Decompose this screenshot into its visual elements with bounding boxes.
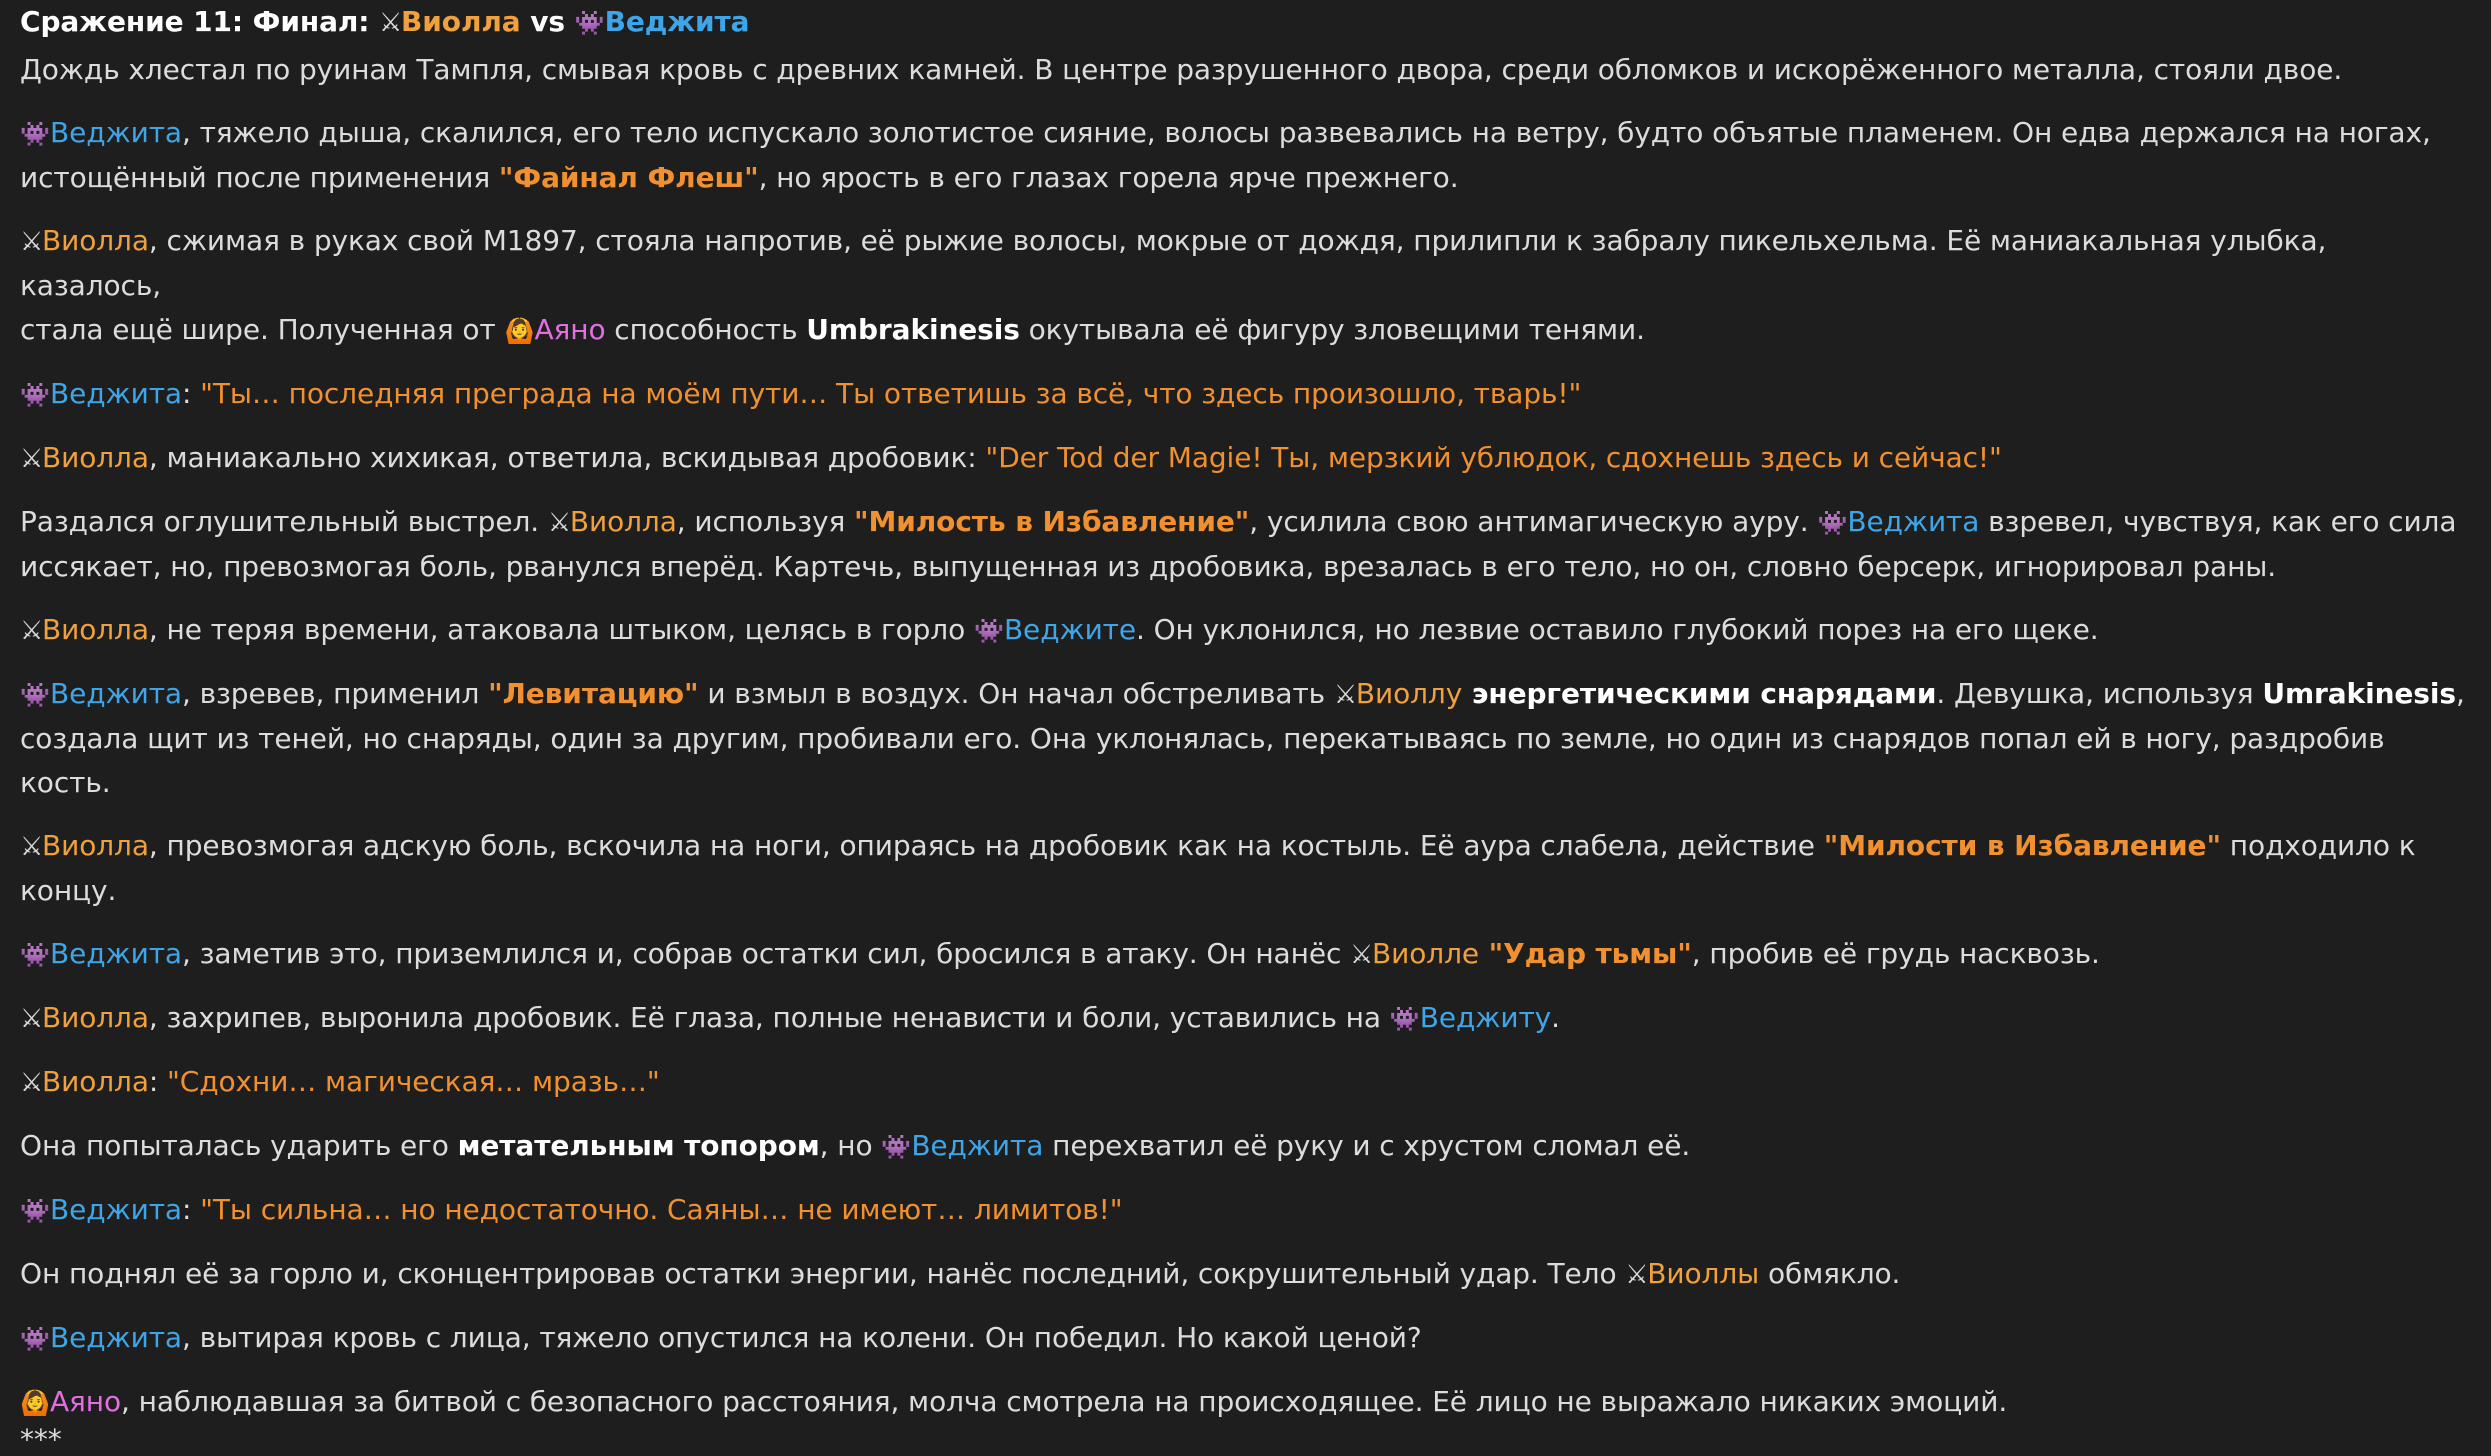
name-viola: Виолла [42, 613, 149, 646]
p2-text-3: , но ярость в его глазах горела ярче прежнего. [758, 161, 1459, 194]
p1-text: Дождь хлестал по руинам Тампля, смывая кровь с древних камней. В центре разрушенного двора, среди обломков и искорёженного металла, стояли двое. [20, 53, 2343, 86]
p3-text-3: способность [605, 313, 807, 346]
p5-text-1: , маниакально хихикая, ответила, вскидывая дробовик: [148, 441, 986, 474]
name-ayano: Аяно [50, 1385, 122, 1418]
alien-monster-icon: 👾 [1817, 509, 1848, 537]
p14-quote: "Ты сильна… но недостаточно. Саяны… не имеют… лимитов!" [200, 1193, 1123, 1226]
paragraph-13 [20, 1124, 2471, 1169]
paragraph-16 [20, 1316, 2471, 1361]
p10-skill: "Удар тьмы" [1479, 937, 1692, 970]
p8-text-2: и взмыл в воздух. Он начал обстреливать [698, 677, 1334, 710]
name-viola: Виолла [42, 1001, 149, 1034]
p8-ability: Umrakinesis [2262, 677, 2456, 710]
p9-skill: "Милости в Избавление" [1823, 829, 2221, 862]
girl-icon: 🙆 [504, 317, 535, 345]
p9-text-1: , превозмогая адскую боль, вскочила на ноги, опираясь на дробовик как на костыль. Её аура слабела, действие [148, 829, 1824, 862]
crossed-swords-icon: ⚔ [20, 227, 44, 257]
name-vegeta: Веджита [50, 1193, 182, 1226]
paragraph-14 [20, 1188, 2471, 1233]
p3-text-4: окутывала её фигуру зловещими тенями. [1019, 313, 1645, 346]
paragraph-12 [20, 1060, 2471, 1105]
p6-text-4: взревел, чувствуя, как его сила [1979, 505, 2457, 538]
p10-text-1: , заметив это, приземлился и, собрав остатки сил, бросился в атаку. Он нанёс [182, 937, 1351, 970]
p16-text-1: , вытирая кровь с лица, тяжело опустился на колени. Он победил. Но какой ценой? [182, 1321, 1422, 1354]
alien-monster-icon: 👾 [20, 381, 50, 409]
alien-monster-icon: 👾 [20, 120, 50, 148]
title-prefix: Сражение 11: Финал: [20, 5, 380, 38]
p8-text-4: , [2455, 677, 2465, 710]
p6-text-1: Раздался оглушительный выстрел. [20, 505, 548, 538]
p11-text-2: . [1551, 1001, 1560, 1034]
p8-text-5: создала щит из теней, но снаряды, один за другим, пробивали его. Она уклонялась, перекатываясь по земле, но один из снарядов попал ей в ногу, раздробив кость. [20, 722, 2385, 799]
alien-monster-icon: 👾 [20, 1325, 50, 1353]
p13-text-3: перехватил её руку и с хрустом сломал её. [1043, 1129, 1691, 1162]
crossed-swords-icon: ⚔ [20, 832, 44, 862]
p3-text-1: , сжимая в руках свой M1897, стояла напротив, её рыжие волосы, мокрые от дождя, прилипли к забралу пикельхельма. Её маниакальная улыбка, казалось, [20, 224, 2327, 302]
paragraph-2 [20, 111, 2471, 200]
p8-text-3: . Девушка, используя [1936, 677, 2263, 710]
name-vegeta: Веджита [911, 1129, 1044, 1162]
crossed-swords-icon: ⚔ [1625, 1260, 1649, 1290]
battle-title [20, 0, 2471, 48]
p8-attack: энергетическими снарядами [1462, 677, 1937, 710]
alien-monster-icon: 👾 [1389, 1005, 1420, 1033]
paragraph-8 [20, 672, 2471, 805]
paragraph-3 [20, 219, 2471, 353]
alien-monster-icon: 👾 [20, 681, 50, 709]
p13-weapon: метательным топором [457, 1129, 820, 1162]
girl-icon: 🙆 [20, 1389, 50, 1417]
crossed-swords-icon: ⚔ [20, 444, 44, 474]
crossed-swords-icon: ⚔ [1350, 940, 1374, 970]
p12-quote: "Сдохни… магическая… мразь…" [167, 1065, 660, 1098]
p2-text-1: , тяжело дыша, скалился, его тело испускало золотистое сияние, волосы развевались на ветру, будто объятые пламенем. Он едва держался на ногах, [182, 116, 2431, 149]
name-vegeta: Веджита [50, 677, 182, 710]
crossed-swords-icon: ⚔ [20, 1004, 44, 1034]
p3-text-2: стала ещё шире. Полученная от [20, 313, 505, 346]
paragraph-10 [20, 932, 2471, 977]
title-vs: vs [520, 5, 575, 38]
name-vegeta: Веджита [50, 116, 182, 149]
paragraph-6 [20, 500, 2471, 589]
alien-monster-icon: 👾 [974, 617, 1004, 645]
p6-text-2: , используя [676, 505, 854, 538]
alien-monster-icon: 👾 [20, 941, 50, 969]
paragraph-17 [20, 1380, 2471, 1425]
p4-quote: "Ты… последняя преграда на моём пути… Ты ответишь за всё, что здесь произошло, тварь!" [200, 377, 1582, 410]
paragraph-7 [20, 608, 2471, 653]
paragraph-5 [20, 436, 2471, 481]
p12-text-1: : [148, 1065, 168, 1098]
name-viola-dat: Виолле [1372, 937, 1480, 970]
p5-quote: "Der Tod der Magie! Ты, мерзкий ублюдок, сдохнешь здесь и сейчас!" [985, 441, 2002, 474]
crossed-swords-icon: ⚔ [547, 508, 572, 538]
name-vegeta-prep: Веджите [1003, 613, 1137, 646]
p11-text-1: , захрипев, выронила дробовик. Её глаза, полные ненависти и боли, уставились на [148, 1001, 1390, 1034]
p2-text-2: истощённый после применения [20, 161, 499, 194]
end-marker [20, 1425, 2471, 1455]
alien-monster-icon: 👾 [574, 9, 605, 37]
name-viola-gen: Виоллы [1647, 1257, 1760, 1290]
name-ayano: Аяно [534, 313, 606, 346]
name-viola: Виолла [42, 224, 149, 257]
name-viola: Виолла [569, 505, 677, 538]
p4-text-1: : [182, 377, 201, 410]
p8-text-1: , взревев, применил [182, 677, 489, 710]
end-text: *** [20, 1423, 62, 1456]
p10-text-2: , пробив её грудь насквозь. [1691, 937, 2100, 970]
p9-text-2: подходило к концу. [20, 829, 2416, 907]
name-vegeta: Веджита [50, 937, 182, 970]
p7-text-1: , не теряя времени, атаковала штыком, целясь в горло [148, 613, 974, 646]
name-viola-acc: Виоллу [1355, 677, 1463, 710]
name-viola: Виолла [42, 1065, 149, 1098]
name-viola: Виолла [42, 441, 149, 474]
paragraph-1 [20, 48, 2471, 92]
p14-text-1: : [182, 1193, 201, 1226]
name-vegeta: Веджита [50, 377, 182, 410]
name-vegeta: Веджита [1847, 505, 1980, 538]
p6-text-5: иссякает, но, превозмогая боль, рванулся вперёд. Картечь, выпущенная из дробовика, врезалась в его тело, но он, словно берсерк, игнорировал раны. [20, 550, 2277, 583]
p6-skill: "Милость в Избавление" [854, 505, 1250, 538]
alien-monster-icon: 👾 [20, 1197, 50, 1225]
paragraph-11 [20, 996, 2471, 1041]
p15-text-1: Он поднял её за горло и, сконцентрировав остатки энергии, нанёс последний, сокрушительный удар. Тело [20, 1257, 1626, 1290]
p7-text-2: . Он уклонился, но лезвие оставило глубокий порез на его щеке. [1136, 613, 2099, 646]
fighter-viola: Виолла [401, 5, 521, 38]
p15-text-2: обмякло. [1759, 1257, 1901, 1290]
p2-skill: "Файнал Флеш" [498, 161, 759, 194]
fighter-vegeta: Веджита [604, 5, 750, 38]
crossed-swords-icon: ⚔ [20, 1068, 44, 1098]
crossed-swords-icon: ⚔ [1333, 680, 1358, 710]
paragraph-9 [20, 824, 2471, 913]
alien-monster-icon: 👾 [881, 1133, 912, 1161]
crossed-swords-icon: ⚔ [379, 8, 403, 38]
p13-text-1: Она попыталась ударить его [20, 1129, 458, 1162]
p17-text-1: , наблюдавшая за битвой с безопасного расстояния, молча смотрела на происходящее. Её лицо не выражало никаких эмоций. [121, 1385, 2008, 1418]
name-viola: Виолла [42, 829, 149, 862]
crossed-swords-icon: ⚔ [20, 616, 44, 646]
p8-skill: "Левитацию" [488, 677, 699, 710]
paragraph-15 [20, 1252, 2471, 1297]
p13-text-2: , но [819, 1129, 882, 1162]
p3-ability: Umbrakinesis [806, 313, 1020, 346]
paragraph-4 [20, 372, 2471, 417]
name-vegeta-acc: Веджиту [1419, 1001, 1552, 1034]
p6-text-3: , усилила свою антимагическую ауру. [1249, 505, 1818, 538]
name-vegeta: Веджита [50, 1321, 182, 1354]
